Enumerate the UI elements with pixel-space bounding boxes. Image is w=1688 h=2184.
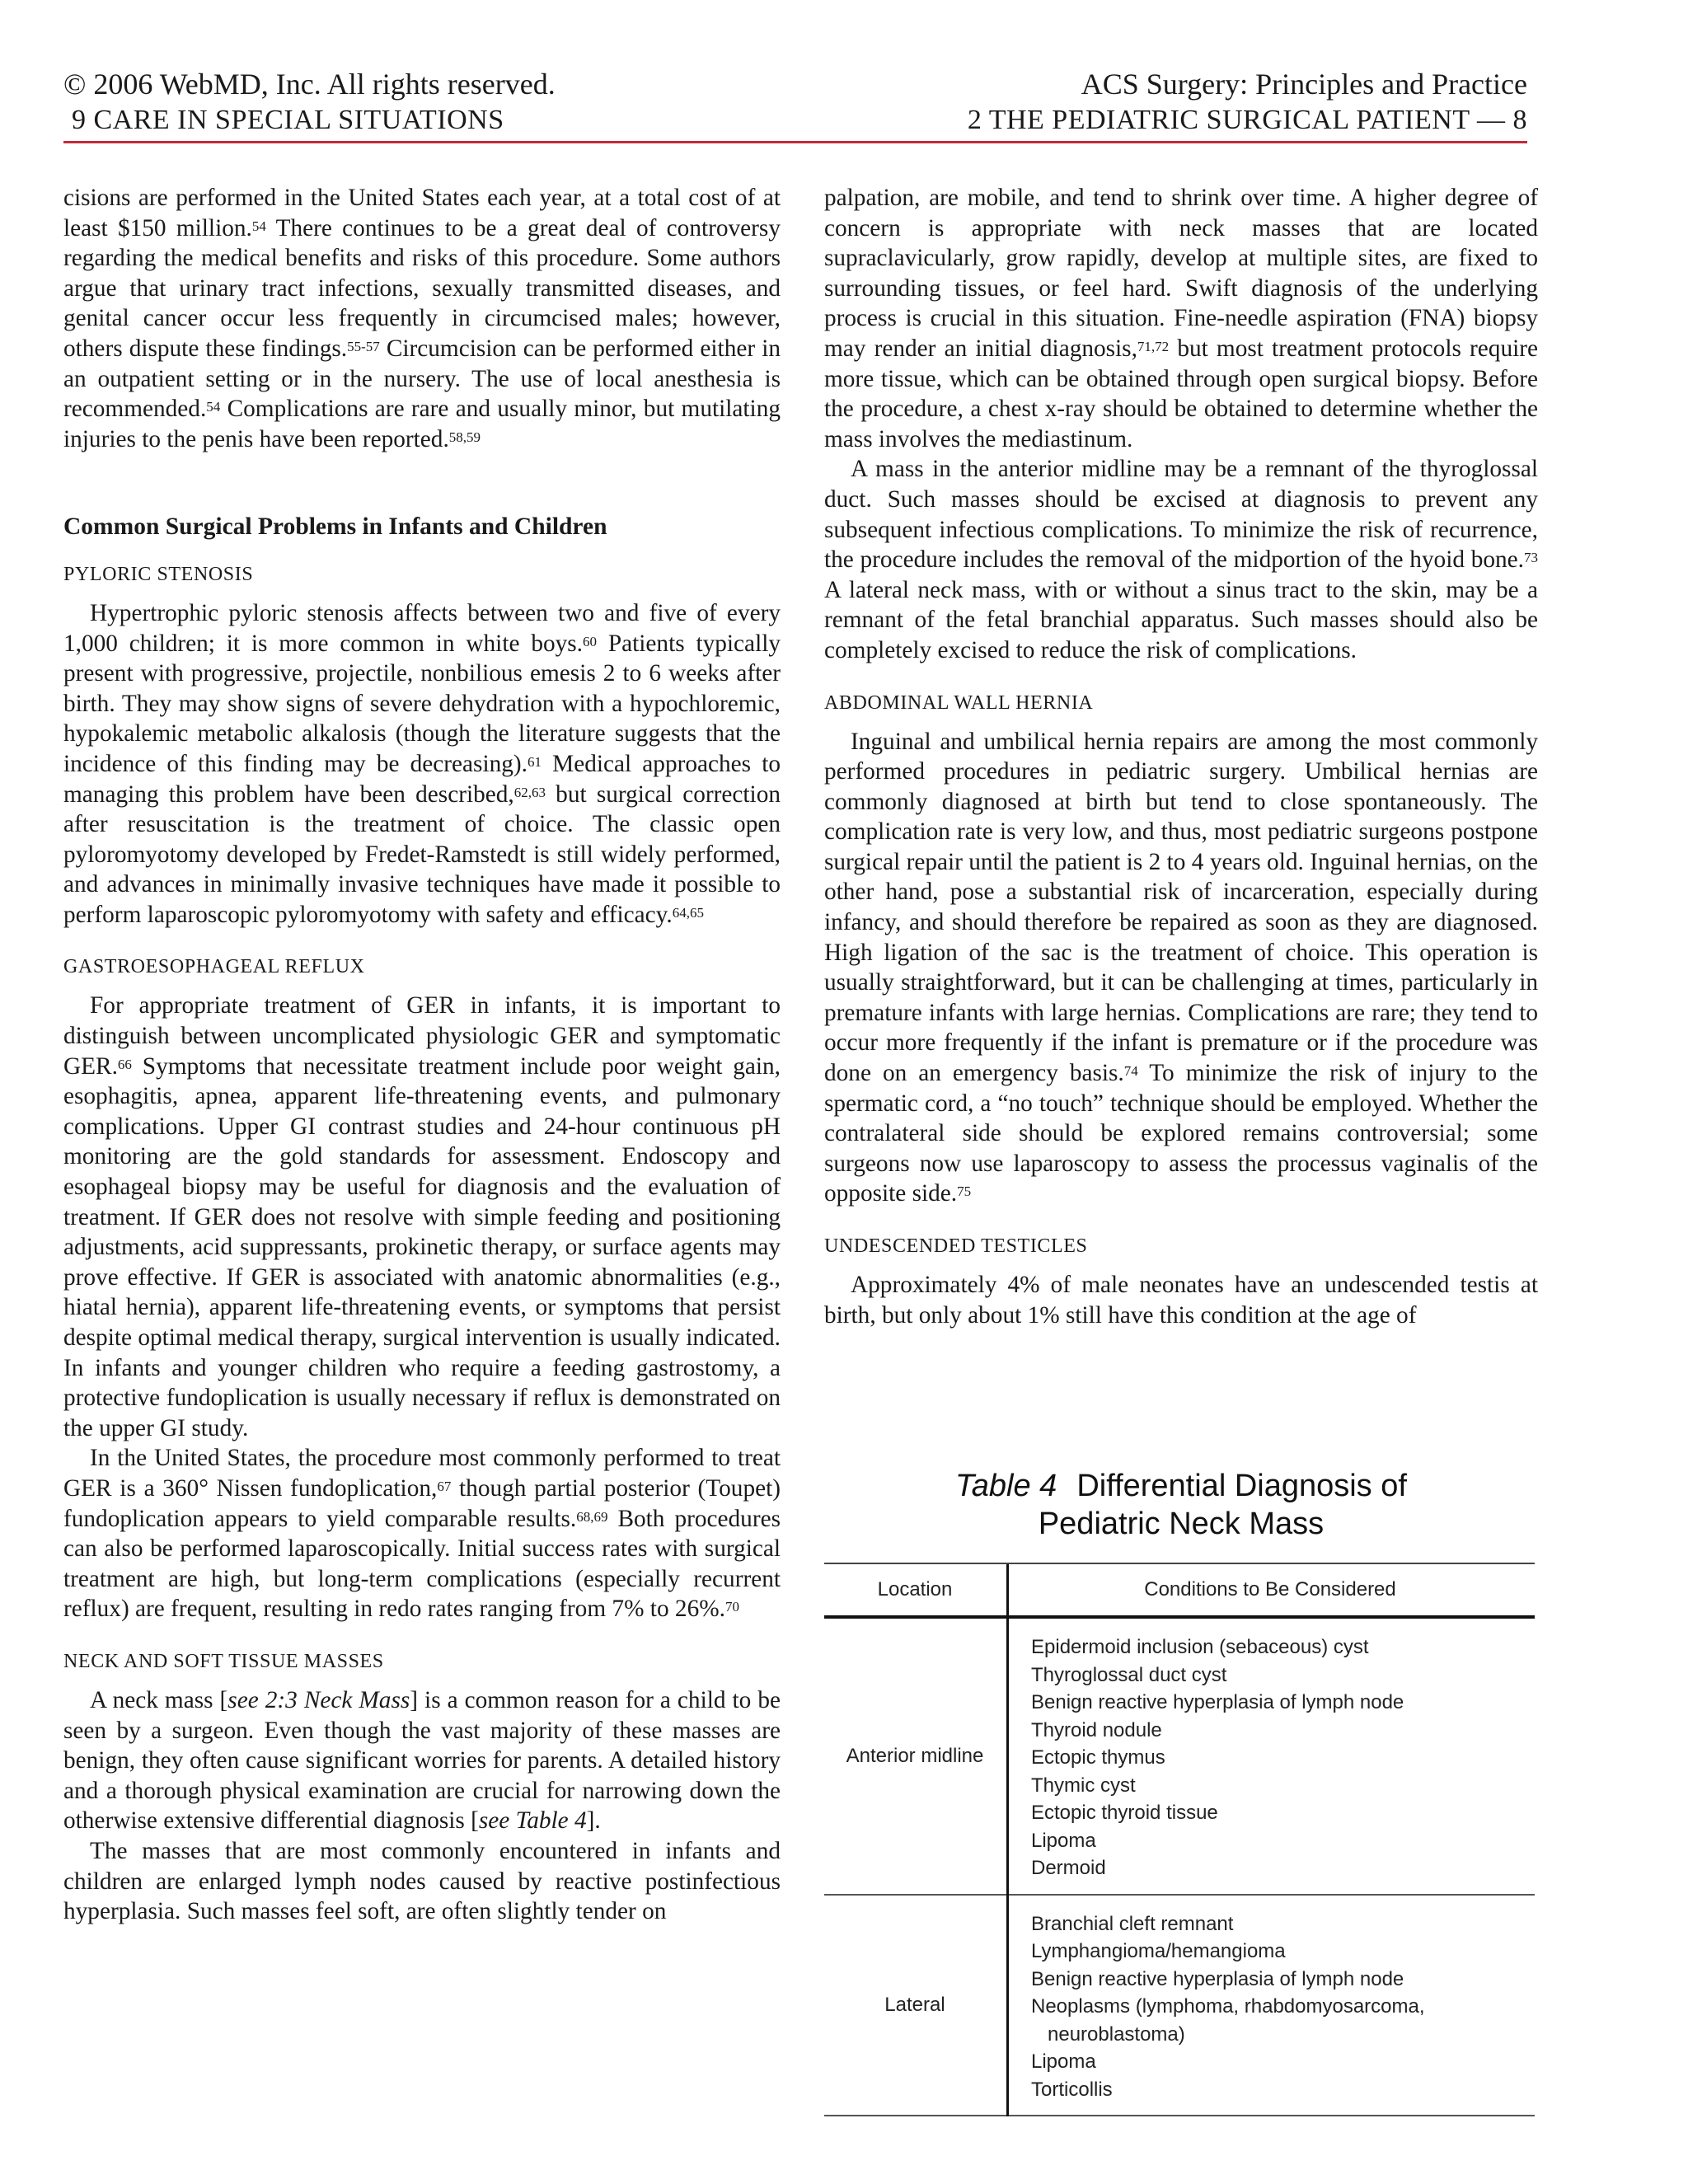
table-header [824, 1564, 1535, 1619]
paragraph-neck-1: A neck mass [see 2:3 Neck Mass] is a common reason for a child to be seen by a surgeon. Even though the vast majority of these masses are benign, they often cause significant worries for parents. A detailed history and a thorough physical examination are crucial for narrowing down the otherwise extensive differential diagnosis [see Table 4]. [63, 1686, 781, 1835]
subheading-pyloric: PYLORIC STENOSIS [63, 563, 254, 585]
book-title: ACS Surgery: Principles and Practice [1081, 68, 1527, 101]
paragraph-midline: A mass in the anterior midline may be a remnant of the thyroglossal duct. Such masses should be excised at diagnosis to prevent any subsequent infectious complications. To minimize the risk of recurrence, the procedure includes the removal of the midportion of the hyoid bone.$^{73}$ A lateral neck mass, with or without a sinus tract to the skin, may be a remnant of the fetal branchial apparatus. Such masses should also be completely excised to reduce the risk of complications. [824, 456, 1538, 663]
table-reference[interactable]: see Table 4 [478, 1807, 587, 1835]
right-column [824, 183, 1538, 1330]
row-conditions [1006, 1896, 1535, 2116]
table-row [824, 1619, 1535, 1896]
condition-item: Epidermoid inclusion (sebaceous) cyst [1031, 1636, 1369, 1658]
row-location: Anterior midline [846, 1744, 984, 1767]
paragraph-undescended: Approximately 4% of male neonates have an undescended testis at birth, but only about 1% still have this condition at the age of [824, 1272, 1538, 1329]
condition-item: Thyroglossal duct cyst [1031, 1663, 1227, 1686]
condition-item: Torticollis [1031, 2078, 1113, 2101]
chapter-line: 9 CARE IN SPECIAL SITUATIONS [72, 105, 504, 135]
left-column [63, 183, 781, 1927]
section-heading: Common Surgical Problems in Infants and Children [63, 513, 607, 541]
condition-item: Benign reactive hyperplasia of lymph node [1031, 1691, 1404, 1713]
header-rule [63, 141, 1527, 143]
condition-item: Ectopic thyroid tissue [1031, 1802, 1218, 1824]
condition-item: Thymic cyst [1031, 1774, 1136, 1797]
condition-item: Neoplasms (lymphoma, rhabdomyosarcoma, neuroblastoma) [1031, 1995, 1425, 2046]
paragraph-ger-2: In the United States, the procedure most commonly performed to treat GER is a 360° Nissen fundoplication,$^{67}$ though partial posterior (Toupet) fundoplication appears to yield comparable results.$^{68,69}$ Both procedures can also be performed laparoscopically. Initial success rates with surgical treatment are high, but long-term complications (especially recurrent reflux) are frequent, resulting in redo rates ranging from 7% to 26%.$^{70}$ [63, 1445, 781, 1623]
table-title: Table 4 Differential Diagnosis of Pediatric Neck Mass [955, 1469, 1407, 1541]
subheading-neck: NECK AND SOFT TISSUE MASSES [63, 1650, 384, 1672]
condition-item: Thyroid nodule [1031, 1718, 1162, 1741]
subheading-undescended: UNDESCENDED TESTICLES [824, 1235, 1088, 1257]
table-row [824, 1896, 1535, 2117]
table-column-divider [1006, 1564, 1009, 2116]
section-line: 2 THE PEDIATRIC SURGICAL PATIENT — 8 [967, 105, 1527, 135]
condition-item: Benign reactive hyperplasia of lymph node [1031, 1967, 1404, 1990]
paragraph-neck-cont: palpation, are mobile, and tend to shrink over time. A higher degree of concern is appropriate with neck masses that are located supraclavicularly, grow rapidly, develop at multiple sites, are fixed to surrounding tissues, or feel hard. Swift diagnosis of the underlying process is crucial in this situation. Fine-needle aspiration (FNA) biopsy may render an initial diagnosis,$^{71,72}$ but most treatment protocols require more tissue, which can be obtained through open surgical biopsy. Before the procedure, a chest x-ray should be obtained to determine whether the mass involves the mediastinum. [824, 185, 1538, 452]
header-conditions: Conditions to Be Considered [1144, 1578, 1396, 1601]
paragraph-pyloric: Hypertrophic pyloric stenosis affects between two and five of every 1,000 children; it is more common in white boys.$^{60}$ Patients typically present with progressive, projectile, nonbilious emesis 2 to 6 weeks after birth. They may show signs of severe dehydration with a hypochloremic, hypokalemic metabolic alkalosis (though the literature suggests that the incidence of this finding may be decreasing).$^{61}$ Medical approaches to managing this problem have been described,$^{62,63}$ but surgical correction after resuscitation is the treatment of choice. The classic open pyloromyotomy developed by Fredet-Ramstedt is still widely performed, and advances in minimally invasive techniques have made it possible to perform laparoscopic pyloromyotomy with safety and efficacy.$^{64,65}$ [63, 599, 781, 928]
subheading-hernia: ABDOMINAL WALL HERNIA [824, 691, 1094, 714]
subheading-ger: GASTROESOPHAGEAL REFLUX [63, 956, 365, 978]
paragraph-ger-1: For appropriate treatment of GER in infants, it is important to distinguish between uncomplicated physiologic GER and symptomatic GER.$^{66}$ Symptoms that necessitate treatment include poor weight gain, esophagitis, apnea, apparent life-threatening events, and pulmonary complications. Upper GI contrast studies and 24-hour continuous pH monitoring are the gold standards for assessment. Endoscopy and esophageal biopsy may be useful for diagnosis and the evaluation of treatment. If GER does not resolve with simple feeding and positioning adjustments, acid suppressants, prokinetic therapy, or surface agents may prove effective. If GER is associated with anatomic abnormalities (e.g., hiatal hernia), apparent life-threatening events, or symptoms that persist despite optimal medical therapy, surgical intervention is usually indicated. In infants and younger children who require a feeding gastrostomy, a protective fundoplication is usually necessary if reflux is demonstrated on the upper GI study. [63, 992, 781, 1441]
condition-item: Lipoma [1031, 1829, 1096, 1852]
cross-reference[interactable]: see 2:3 Neck Mass [227, 1686, 410, 1713]
header-location: Location [877, 1578, 953, 1601]
paragraph-hernia: Inguinal and umbilical hernia repairs are among the most commonly performed procedures in pediatric surgery. Umbilical hernias are commonly diagnosed at birth but tend to close spontaneously. The complication rate is very low, and thus, most pediatric surgeons postpone surgical repair until the patient is 2 to 4 years old. Inguinal hernias, on the other hand, pose a substantial risk of incarceration, especially during infancy, and should therefore be repaired as soon as they are diagnosed. High ligation of the sac is the treatment of choice. This operation is usually straightforward, but it can be challenging at times, particularly in premature infants with large hernias. Complications are rare; they tend to occur more frequently if the infant is premature or if the procedure was done on an emergency basis.$^{74}$ To minimize the risk of injury to the spermatic cord, a “no touch” technique should be employed. Whether the contralateral side should be explored remains controversial; some surgeons now use laparoscopy to assess the processus vaginalis of the opposite side.$^{75}$ [824, 728, 1538, 1207]
condition-item: Lymphangioma/hemangioma [1031, 1940, 1286, 1962]
row-conditions [1006, 1619, 1535, 1894]
condition-item: Lipoma [1031, 2050, 1096, 2073]
table-number: Table 4 [955, 1469, 1057, 1503]
condition-item: Branchial cleft remnant [1031, 1912, 1234, 1935]
condition-item: Ectopic thymus [1031, 1746, 1165, 1769]
paragraph-neck-2: The masses that are most commonly encountered in infants and children are enlarged lymph nodes caused by reactive postinfectious hyperplasia. Such masses feel soft, are often slightly tender on [63, 1837, 781, 1925]
row-location: Lateral [884, 1993, 945, 2016]
condition-item: Dermoid [1031, 1857, 1106, 1879]
neck-mass-table [824, 1563, 1535, 2116]
page-header [63, 64, 1527, 147]
copyright-line: © 2006 WebMD, Inc. All rights reserved. [63, 68, 556, 101]
paragraph-circumcision: cisions are performed in the United States each year, at a total cost of at least $150 million.$^{54}$ There continues to be a great deal of controversy regarding the medical benefits and risks of this procedure. Some authors argue that urinary tract infections, sexually transmitted diseases, and genital cancer occur less frequently in circumcised males; however, others dispute these findings.$^{55-57}$ Circumcision can be performed either in an outpatient setting or in the nursery. The use of local anesthesia is recommended.$^{54}$ Complications are rare and usually minor, but mutilating injuries to the penis have been reported.$^{58,59}$ [63, 185, 781, 452]
